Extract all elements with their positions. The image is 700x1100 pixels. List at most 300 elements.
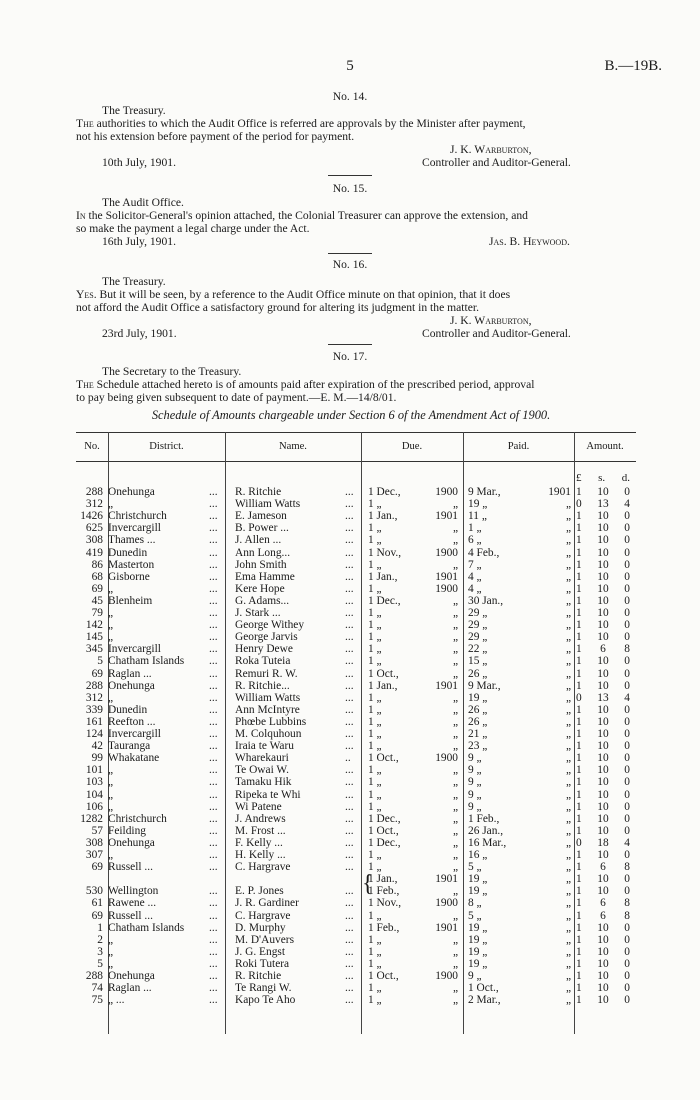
leader-dots: ... xyxy=(209,994,218,1007)
due-year: „ xyxy=(452,909,458,922)
cell-number: 419 xyxy=(85,546,103,559)
unit-pence: d. xyxy=(621,472,630,484)
cell-district: „ xyxy=(108,764,114,777)
amount-pence: 0 xyxy=(624,945,630,958)
cell-amount xyxy=(576,958,630,970)
paid-year: „ xyxy=(565,800,571,813)
amount-pence: 0 xyxy=(624,873,630,886)
cell-number: 45 xyxy=(91,594,103,607)
cell-due xyxy=(368,934,458,946)
due-year: „ xyxy=(452,824,458,837)
cell-name: J. Andrews xyxy=(235,812,286,825)
cell-amount xyxy=(576,510,630,522)
cell-name: Ann Long... xyxy=(235,546,291,559)
due-date: 1 Jan., xyxy=(368,570,398,583)
paid-year: „ xyxy=(565,933,571,946)
leader-dots: ... xyxy=(209,582,218,595)
leader-dots: ... xyxy=(345,788,354,801)
cell-paid xyxy=(468,776,571,788)
cell-district: Christchurch xyxy=(108,510,167,523)
amount-shillings: 10 xyxy=(597,534,609,547)
cell-district: Raglan ... xyxy=(108,667,152,680)
paid-date: 7 „ xyxy=(468,558,482,571)
memo-number: No. 15. xyxy=(332,182,368,195)
leader-dots: ... xyxy=(345,933,354,946)
cell-name: F. Kelly ... xyxy=(235,836,283,849)
amount-shillings: 10 xyxy=(597,546,609,559)
paid-year: „ xyxy=(565,607,571,619)
cell-district: „ xyxy=(108,619,114,632)
amount-pence: 0 xyxy=(624,510,630,523)
paid-year: „ xyxy=(565,970,571,982)
cell-number: 288 xyxy=(85,486,103,498)
memo-signer-title: Controller and Auditor-General. xyxy=(422,156,571,169)
leader-dots: ... xyxy=(209,752,218,765)
cell-district: Christchurch xyxy=(108,812,167,825)
due-date: 1 „ xyxy=(368,957,382,970)
amount-shillings: 10 xyxy=(597,667,609,680)
cell-number: 3 xyxy=(97,945,103,958)
paid-date: 29 „ xyxy=(468,607,488,619)
leader-dots: ... xyxy=(209,909,218,922)
cell-name: Kere Hope xyxy=(235,582,285,595)
due-date: 1 Oct., xyxy=(368,824,399,837)
paid-date: 1 „ xyxy=(468,522,482,535)
cell-name: Roka Tuteia xyxy=(235,655,291,668)
leader-dots: ... xyxy=(345,740,354,753)
cell-number: 1 xyxy=(97,921,103,934)
header-name: Name. xyxy=(279,441,307,452)
cell-number: 308 xyxy=(85,534,103,547)
due-year: „ xyxy=(452,933,458,946)
amount-shillings: 10 xyxy=(597,873,609,886)
paid-date: 9 Mar., xyxy=(468,679,501,692)
cell-number: 103 xyxy=(85,776,103,789)
cell-paid xyxy=(468,522,571,534)
cell-due xyxy=(368,776,458,788)
paid-date: 16 „ xyxy=(468,849,488,861)
leader-dots: ... xyxy=(345,582,354,595)
cell-paid xyxy=(468,692,571,704)
paid-year: „ xyxy=(565,510,571,523)
cell-due xyxy=(368,498,458,510)
due-year: „ xyxy=(452,861,458,874)
header-paid: Paid. xyxy=(507,441,530,452)
cell-due xyxy=(368,873,458,885)
cell-name: C. Hargrave xyxy=(235,909,291,922)
cell-amount xyxy=(576,547,630,559)
cell-number: 61 xyxy=(91,897,103,910)
due-year: 1900 xyxy=(435,970,458,982)
cell-name: J. Allen ... xyxy=(235,534,282,547)
due-year: 1901 xyxy=(435,921,458,934)
leader-dots: ... xyxy=(209,800,218,813)
paid-year: „ xyxy=(565,861,571,874)
cell-paid xyxy=(468,728,571,740)
due-year: 1901 xyxy=(435,873,458,886)
cell-due xyxy=(368,486,458,498)
cell-name: Te Rangi W. xyxy=(235,982,292,995)
paid-date: 4 „ xyxy=(468,582,482,595)
cell-paid xyxy=(468,534,571,546)
paid-year: „ xyxy=(565,824,571,837)
due-year: 1900 xyxy=(435,546,458,559)
cell-number: 104 xyxy=(85,788,103,801)
cell-paid xyxy=(468,922,571,934)
due-date: 1 „ xyxy=(368,631,382,644)
paid-date: 6 „ xyxy=(468,534,482,547)
cell-number: 288 xyxy=(85,970,103,982)
table-row xyxy=(76,801,636,813)
leader-dots: ... xyxy=(209,728,218,740)
due-year: „ xyxy=(452,594,458,607)
due-date: 1 Jan., xyxy=(368,510,398,523)
cell-paid xyxy=(468,619,571,631)
leader-dots: ... xyxy=(209,619,218,632)
amount-pence: 0 xyxy=(624,752,630,765)
due-date: 1 „ xyxy=(368,691,382,704)
paid-year: „ xyxy=(565,546,571,559)
paid-date: 9 „ xyxy=(468,788,482,801)
cell-paid xyxy=(468,994,571,1006)
amount-pence: 0 xyxy=(624,607,630,619)
due-year: „ xyxy=(452,534,458,547)
paid-date: 9 „ xyxy=(468,776,482,789)
paid-date: 22 „ xyxy=(468,643,488,656)
table-row xyxy=(76,825,636,837)
table-row xyxy=(76,994,636,1006)
paid-year: „ xyxy=(565,849,571,861)
memo-number: No. 16. xyxy=(332,258,368,271)
cell-amount xyxy=(576,885,630,897)
paid-year: „ xyxy=(565,873,571,886)
cell-due xyxy=(368,510,458,522)
paid-date: 9 Mar., xyxy=(468,486,501,498)
cell-due xyxy=(368,655,458,667)
memo-body-line2: to pay being given subsequent to date of payment.—E. M.—14/8/01. xyxy=(76,391,397,404)
amount-shillings: 10 xyxy=(597,703,609,716)
cell-amount xyxy=(576,643,630,655)
leader-dots: ... xyxy=(209,643,218,656)
amount-shillings: 10 xyxy=(597,607,609,619)
memo-addressee: The Treasury. xyxy=(102,275,166,288)
cell-number: 69 xyxy=(91,909,103,922)
cell-district: Rawene ... xyxy=(108,897,157,910)
amount-pounds: 1 xyxy=(576,933,582,946)
leader-dots: ... xyxy=(209,631,218,644)
leader-dots: ... xyxy=(209,715,218,728)
leader-dots: ... xyxy=(345,715,354,728)
paid-year: „ xyxy=(565,619,571,632)
paid-date: 1 Oct., xyxy=(468,982,499,995)
due-date: 1 „ xyxy=(368,655,382,668)
cell-due xyxy=(368,970,458,982)
cell-paid xyxy=(468,934,571,946)
amount-shillings: 18 xyxy=(597,836,609,849)
cell-amount xyxy=(576,486,630,498)
amount-shillings: 10 xyxy=(597,619,609,632)
amount-pounds: 1 xyxy=(576,776,582,789)
due-year: „ xyxy=(452,655,458,668)
section-divider xyxy=(328,253,372,254)
leader-dots: ... xyxy=(345,945,354,958)
due-year: 1901 xyxy=(435,679,458,692)
memo-date: 16th July, 1901. xyxy=(102,235,176,248)
amount-shillings: 10 xyxy=(597,970,609,982)
amount-pounds: 0 xyxy=(576,836,582,849)
amount-pence: 0 xyxy=(624,849,630,861)
section-divider xyxy=(328,175,372,176)
paid-year: „ xyxy=(565,982,571,995)
cell-name: William Watts xyxy=(235,498,301,511)
leader-dots: ... xyxy=(345,885,354,898)
cell-number: 5 xyxy=(97,957,103,970)
leader-dots: ... xyxy=(209,510,218,523)
amount-pounds: 1 xyxy=(576,957,582,970)
paid-year: „ xyxy=(565,812,571,825)
cell-name: J. G. Engst xyxy=(235,945,285,958)
cell-name: D. Murphy xyxy=(235,921,286,934)
cell-number: 145 xyxy=(85,631,103,644)
paid-year: „ xyxy=(565,570,571,583)
table-header xyxy=(76,432,636,462)
amount-pounds: 1 xyxy=(576,522,582,535)
paid-year: „ xyxy=(565,740,571,753)
cell-amount xyxy=(576,789,630,801)
memo-lead-word: The xyxy=(76,117,94,130)
table-row xyxy=(76,668,636,680)
cell-name: R. Ritchie xyxy=(235,486,282,498)
due-year: „ xyxy=(452,498,458,511)
leader-dots: ... xyxy=(345,643,354,656)
memo-addressee: The Secretary to the Treasury. xyxy=(102,365,242,378)
cell-number: 42 xyxy=(91,740,103,753)
amount-pence: 0 xyxy=(624,994,630,1007)
due-date: 1 „ xyxy=(368,776,382,789)
paid-year: „ xyxy=(565,558,571,571)
leader-dots: ... xyxy=(209,861,218,874)
paid-date: 26 „ xyxy=(468,703,488,716)
amount-pence: 0 xyxy=(624,546,630,559)
memo-body-line2: not afford the Audit Office a satisfactory ground for altering its judgment in the matter. xyxy=(76,301,479,314)
amount-pounds: 1 xyxy=(576,546,582,559)
cell-due xyxy=(368,849,458,861)
amount-pence: 4 xyxy=(624,498,630,511)
table-row xyxy=(76,522,636,534)
amount-pounds: 1 xyxy=(576,728,582,740)
amount-shillings: 6 xyxy=(600,897,606,910)
cell-amount xyxy=(576,692,630,704)
cell-paid xyxy=(468,680,571,692)
cell-due xyxy=(368,559,458,571)
cell-number: 530 xyxy=(85,885,103,898)
page-number: 5 xyxy=(346,58,354,74)
cell-name: J. Stark ... xyxy=(235,607,281,619)
amount-pounds: 1 xyxy=(576,534,582,547)
leader-dots: ... xyxy=(209,824,218,837)
amount-pounds: 1 xyxy=(576,594,582,607)
due-year: 1900 xyxy=(435,752,458,765)
paid-year: „ xyxy=(565,582,571,595)
amount-shillings: 10 xyxy=(597,715,609,728)
due-date: 1 Oct., xyxy=(368,970,399,982)
leader-dots: ... xyxy=(345,970,354,982)
cell-name: Tamaku Hik xyxy=(235,776,292,789)
paid-year: „ xyxy=(565,788,571,801)
cell-due xyxy=(368,668,458,680)
amount-pence: 0 xyxy=(624,558,630,571)
memo-body-line: the Solicitor-General's opinion attached, the Colonial Treasurer can approve the extension, and xyxy=(85,209,528,222)
cell-amount xyxy=(576,631,630,643)
cell-number: 69 xyxy=(91,667,103,680)
amount-shillings: 10 xyxy=(597,788,609,801)
leader-dots: ... xyxy=(209,776,218,789)
table-row xyxy=(76,559,636,571)
due-date: 1 Dec., xyxy=(368,594,401,607)
cell-due xyxy=(368,922,458,934)
amount-pence: 0 xyxy=(624,957,630,970)
cell-paid xyxy=(468,982,571,994)
amount-shillings: 10 xyxy=(597,764,609,777)
cell-paid xyxy=(468,789,571,801)
paid-year: „ xyxy=(565,594,571,607)
cell-name: M. Colquhoun xyxy=(235,728,302,740)
cell-district: „ xyxy=(108,582,114,595)
memo-signer-title: Controller and Auditor-General. xyxy=(422,327,571,340)
amount-pounds: 1 xyxy=(576,800,582,813)
leader-dots: ... xyxy=(345,679,354,692)
paid-year: „ xyxy=(565,703,571,716)
cell-district: Russell ... xyxy=(108,861,153,874)
unit-pounds: £ xyxy=(576,472,582,484)
leader-dots: ... xyxy=(209,764,218,777)
amount-pounds: 1 xyxy=(576,655,582,668)
amount-pounds: 1 xyxy=(576,582,582,595)
table-row xyxy=(76,776,636,788)
cell-amount xyxy=(576,655,630,667)
memo-body-line2: so make the payment a legal charge under the Act. xyxy=(76,222,310,235)
due-date: 1 „ xyxy=(368,933,382,946)
cell-amount xyxy=(576,801,630,813)
cell-paid xyxy=(468,607,571,619)
leader-dots: ... xyxy=(209,703,218,716)
amount-pounds: 1 xyxy=(576,752,582,765)
table-row xyxy=(76,934,636,946)
due-date: 1 Dec., xyxy=(368,836,401,849)
cell-due xyxy=(368,801,458,813)
cell-amount xyxy=(576,728,630,740)
table-row xyxy=(76,680,636,692)
cell-paid xyxy=(468,873,571,885)
cell-amount xyxy=(576,704,630,716)
leader-dots: ... xyxy=(209,667,218,680)
cell-number: 339 xyxy=(85,703,103,716)
due-year: „ xyxy=(452,631,458,644)
paid-date: 23 „ xyxy=(468,740,488,753)
leader-dots: ... xyxy=(209,534,218,547)
due-year: „ xyxy=(452,982,458,995)
cell-name: Te Owai W. xyxy=(235,764,289,777)
leader-dots: ... xyxy=(209,812,218,825)
cell-district: Invercargill xyxy=(108,728,161,740)
cell-number: 625 xyxy=(85,522,103,535)
cell-number: 75 xyxy=(91,994,103,1007)
amount-pence: 0 xyxy=(624,728,630,740)
amount-pence: 0 xyxy=(624,570,630,583)
header-due: Due. xyxy=(401,441,423,452)
due-year: 1901 xyxy=(435,510,458,523)
cell-name: George Jarvis xyxy=(235,631,298,644)
amount-pounds: 1 xyxy=(576,861,582,874)
cell-amount xyxy=(576,498,630,510)
cell-paid xyxy=(468,595,571,607)
leader-dots: ... xyxy=(345,703,354,716)
cell-due xyxy=(368,982,458,994)
amount-pounds: 1 xyxy=(576,849,582,861)
due-year: „ xyxy=(452,764,458,777)
table-row xyxy=(76,910,636,922)
paid-year: „ xyxy=(565,728,571,740)
cell-name: Wharekauri xyxy=(235,752,289,765)
amount-pounds: 1 xyxy=(576,945,582,958)
amount-pounds: 1 xyxy=(576,631,582,644)
cell-paid xyxy=(468,716,571,728)
cell-amount xyxy=(576,922,630,934)
paid-date: 19 „ xyxy=(468,873,488,886)
cell-paid xyxy=(468,510,571,522)
paid-date: 19 „ xyxy=(468,945,488,958)
amount-shillings: 10 xyxy=(597,510,609,523)
amount-shillings: 10 xyxy=(597,594,609,607)
amount-pence: 0 xyxy=(624,921,630,934)
amount-shillings: 10 xyxy=(597,522,609,535)
cell-paid xyxy=(468,801,571,813)
cell-amount xyxy=(576,873,630,885)
cell-amount xyxy=(576,740,630,752)
due-year: „ xyxy=(452,957,458,970)
amount-shillings: 10 xyxy=(597,885,609,898)
memo-number: No. 17. xyxy=(332,350,368,363)
signer-name: J. K. Warburton, xyxy=(450,314,532,327)
cell-paid xyxy=(468,498,571,510)
cell-paid xyxy=(468,631,571,643)
leader-dots: ... xyxy=(209,982,218,995)
paid-year: „ xyxy=(565,631,571,644)
table-row xyxy=(76,728,636,740)
amount-shillings: 10 xyxy=(597,824,609,837)
amount-pounds: 1 xyxy=(576,679,582,692)
due-year: 1900 xyxy=(435,486,458,498)
paid-date: 9 „ xyxy=(468,764,482,777)
cell-district: „ xyxy=(108,849,114,861)
cell-district: Masterton xyxy=(108,558,155,571)
cell-due xyxy=(368,704,458,716)
paid-date: 21 „ xyxy=(468,728,488,740)
cell-district: Onehunga xyxy=(108,679,155,692)
leader-dots: ... xyxy=(209,570,218,583)
amount-pounds: 0 xyxy=(576,691,582,704)
leader-dots: ... xyxy=(345,897,354,910)
due-year: „ xyxy=(452,691,458,704)
paid-date: 26 „ xyxy=(468,667,488,680)
cell-due xyxy=(368,607,458,619)
cell-amount xyxy=(576,607,630,619)
table-row xyxy=(76,716,636,728)
leader-dots: ... xyxy=(345,631,354,644)
leader-dots: ... xyxy=(345,498,354,511)
cell-amount xyxy=(576,946,630,958)
paid-date: 19 „ xyxy=(468,498,488,511)
